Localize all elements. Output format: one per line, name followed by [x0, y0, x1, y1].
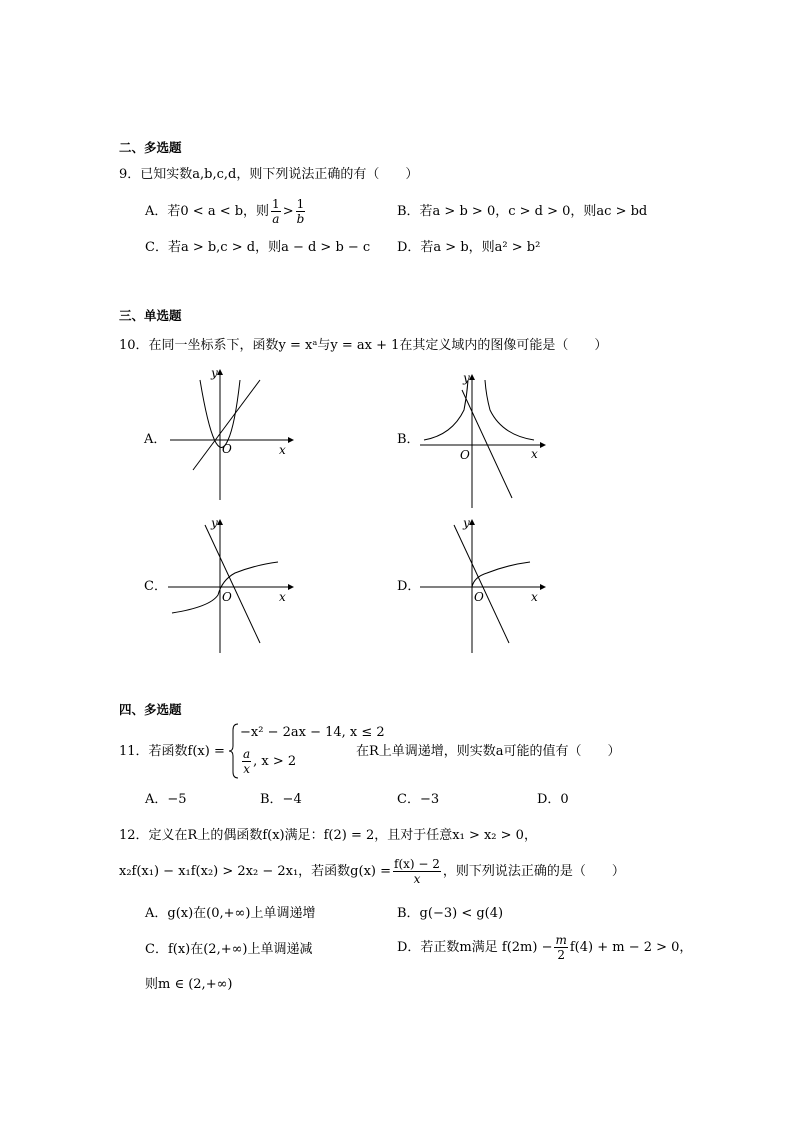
q12-option-c: C．f(x)在(2,+∞)上单调递减 — [145, 942, 313, 957]
section-heading-multi-choice-2: 四、多选题 — [119, 702, 182, 717]
section-heading-multi-choice: 二、多选题 — [119, 140, 182, 155]
q10-option-a-label: A． — [144, 432, 167, 447]
piecewise-brace — [228, 722, 240, 780]
q9-option-c: C．若a > b,c > d，则a − d > b − c — [145, 240, 371, 255]
q12-condition: x₂f(x₁) − x₁f(x₂) > 2x₂ − 2x₁，若函数g(x) = — [119, 864, 392, 879]
q10-option-c-label: C． — [144, 579, 167, 594]
q12-option-d-text: D．若正数m满足 f(2m) − — [397, 940, 553, 955]
numerator: f(x) − 2 — [394, 857, 440, 871]
q9-option-d: D．若a > b，则a² > b² — [397, 240, 541, 255]
fraction — [242, 748, 251, 775]
fraction — [271, 198, 281, 225]
graph-d — [412, 515, 552, 655]
x-axis-label: x — [279, 443, 286, 457]
piecewise-case-2 — [240, 748, 296, 775]
x-axis-label: x — [531, 590, 538, 604]
graph-c — [160, 515, 300, 655]
q12-question: ，则下列说法正确的是（ ） — [442, 864, 625, 879]
numerator: 1 — [272, 197, 280, 211]
denominator: a — [272, 212, 280, 226]
q12-option-d-tail: f(4) + m − 2 > 0， — [569, 940, 693, 955]
question-10-stem: 10．在同一坐标系下，函数y = xᵃ与y = ax + 1在其定义域内的图像可能是（ ） — [119, 338, 608, 353]
q10-option-b-label: B． — [397, 432, 420, 447]
question-11-suffix: 在R上单调递增，则实数a可能的值有（ ） — [356, 744, 621, 759]
numerator: a — [243, 747, 251, 761]
y-axis-label: y — [463, 516, 470, 530]
denominator: x — [413, 872, 421, 886]
q11-option-c: C．−3 — [397, 792, 440, 807]
fraction — [554, 934, 567, 961]
y-axis-label: y — [211, 366, 218, 380]
origin-label: O — [222, 590, 232, 604]
q11-option-d: D．0 — [537, 792, 569, 807]
x-axis-label: x — [531, 447, 538, 461]
piecewise-case-2-condition: , x > 2 — [253, 754, 297, 769]
y-axis-label: y — [211, 516, 218, 530]
numerator: 1 — [296, 197, 305, 211]
numerator: m — [555, 933, 567, 947]
origin-label: O — [474, 590, 484, 604]
question-12-line-1: 12．定义在R上的偶函数f(x)满足：f(2) = 2，且对于任意x₁ > x₂ > 0， — [119, 828, 537, 843]
x-axis-label: x — [279, 590, 286, 604]
piecewise-case-1: −x² − 2ax − 14, x ≤ 2 — [240, 725, 385, 740]
fraction — [296, 198, 306, 225]
q12-option-d — [397, 934, 692, 961]
denominator: 2 — [557, 948, 565, 962]
q12-option-d-continuation: 则m ∈ (2,+∞) — [145, 977, 233, 992]
gt-sign: > — [282, 204, 294, 219]
q9-option-a — [145, 198, 307, 225]
graph-a — [160, 365, 300, 505]
origin-label: O — [222, 442, 232, 456]
q10-option-d-label: D． — [397, 579, 421, 594]
q9-option-b: B．若a > b > 0，c > d > 0，则ac > bd — [397, 204, 648, 219]
question-12-line-2 — [119, 858, 625, 885]
q9-option-a-text: A．若0 < a < b，则 — [145, 204, 270, 219]
denominator: b — [296, 212, 305, 226]
q11-option-b: B．−4 — [260, 792, 302, 807]
graph-b — [412, 370, 552, 510]
y-axis-label: y — [463, 371, 470, 385]
q11-option-a: A．−5 — [145, 792, 187, 807]
question-11-prefix: 11．若函数f(x) = — [119, 744, 225, 759]
question-9-stem: 9．已知实数a,b,c,d，则下列说法正确的有（ ） — [119, 167, 419, 182]
origin-label: O — [460, 448, 470, 462]
q12-option-b: B．g(−3) < g(4) — [397, 906, 504, 921]
q12-option-a: A．g(x)在(0,+∞)上单调递增 — [145, 906, 316, 921]
section-heading-single-choice: 三、单选题 — [119, 308, 182, 323]
fraction — [393, 858, 441, 885]
denominator: x — [243, 762, 250, 776]
